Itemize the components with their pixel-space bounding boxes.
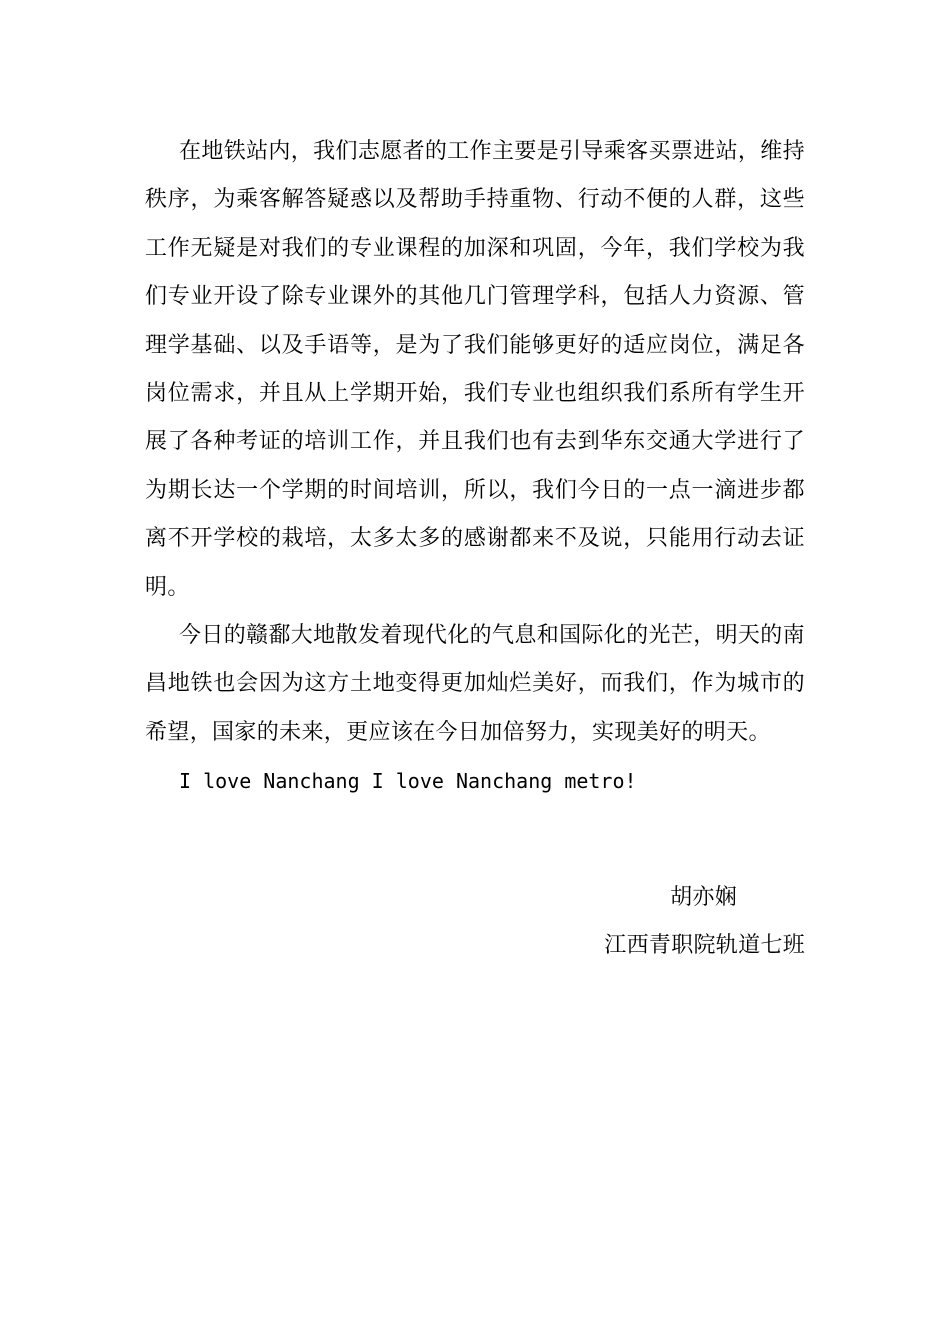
document-body — [145, 128, 805, 806]
paragraph-english-closing: I love Nanchang I love Nanchang metro! — [179, 769, 637, 794]
signature-block — [604, 874, 805, 970]
paragraph-volunteer-work: 在地铁站内，我们志愿者的工作主要是引导乘客买票进站，维持秩序，为乘客解答疑惑以及帮助手持重物、行动不便的人群，这些工作无疑是对我们的专业课程的加深和巩固，今年，我们学校为我们专业开设了除专业课外的其他几门管理学科，包括人力资源、管理学基础、以及手语等，是为了我们能够更好的适应岗位，满足各岗位需求，并且从上学期开始，我们专业也组织我们系所有学生开展了各种考证的培训工作，并且我们也有去到华东交通大学进行了为期长达一个学期的时间培训，所以，我们今日的一点一滴进步都离不开学校的栽培，太多太多的感谢都来不及说，只能用行动去证明。 — [145, 139, 805, 600]
signature-organization: 江西青职院轨道七班 — [604, 933, 805, 958]
paragraph-future-outlook: 今日的赣鄱大地散发着现代化的气息和国际化的光芒，明天的南昌地铁也会因为这方土地变得更加灿烂美好，而我们，作为城市的希望，国家的未来，更应该在今日加倍努力，实现美好的明天。 — [145, 623, 805, 745]
signature-name: 胡亦娴 — [670, 885, 737, 910]
